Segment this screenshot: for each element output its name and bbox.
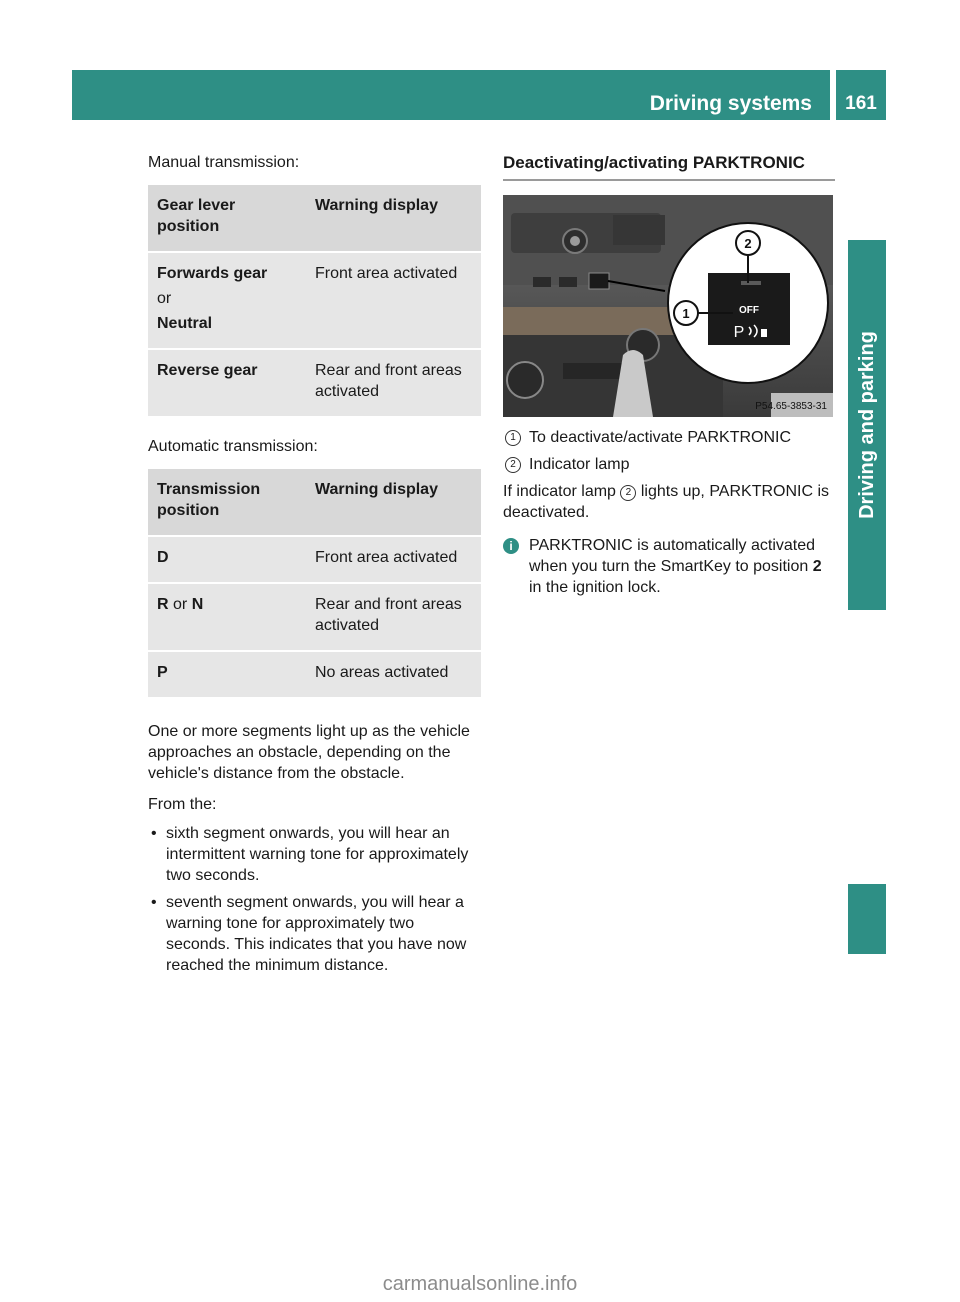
- sentence-part: If indicator lamp: [503, 483, 621, 500]
- side-tab-label: Driving and parking: [856, 331, 878, 519]
- table-cell: Rear and front areas activated: [306, 350, 481, 416]
- cell-line: Neutral: [157, 315, 213, 332]
- callout-1: 1: [682, 306, 690, 321]
- callout-2-icon: 2: [505, 457, 521, 473]
- info-part: PARKTRONIC is automatically activated when you turn the SmartKey to position: [529, 537, 816, 575]
- table-header-cell: Transmission position: [148, 469, 306, 535]
- table-header-cell: Warning display: [306, 185, 481, 251]
- bullet-icon: •: [151, 825, 157, 842]
- section-title: Deactivating/activating PARKTRONIC: [503, 152, 835, 181]
- automatic-table: [148, 467, 481, 699]
- table-cell: P: [148, 652, 306, 697]
- automatic-caption: Automatic transmission:: [148, 438, 318, 455]
- list-item: [148, 892, 481, 976]
- table-header-cell: Warning display: [306, 469, 481, 535]
- chapter-title: Driving systems: [649, 92, 812, 115]
- cell-text: N: [191, 596, 204, 613]
- info-part-bold: 2: [812, 558, 822, 575]
- table-header-cell: Gear lever position: [148, 185, 306, 251]
- table-cell: D: [148, 537, 306, 582]
- table-cell: [148, 584, 306, 650]
- callout-1-icon: 1: [505, 430, 521, 446]
- info-note: [503, 535, 835, 598]
- indicator-sentence: [503, 481, 835, 523]
- console-illustration: [503, 195, 833, 417]
- legend: [503, 427, 835, 475]
- sentence-part: lights up, PARKTRONIC is deactivated.: [503, 483, 830, 521]
- table-cell: Rear and front areas activated: [306, 584, 481, 650]
- table-cell: No areas activated: [306, 652, 481, 697]
- parktronic-photo: [503, 195, 833, 417]
- info-part: in the ignition lock.: [529, 579, 661, 596]
- right-column: [503, 152, 835, 598]
- header-bar: [72, 70, 830, 120]
- callout-2-icon: 2: [620, 485, 636, 501]
- table-cell: Reverse gear: [148, 350, 306, 416]
- side-tab: [848, 240, 886, 610]
- cell-text: R: [157, 596, 169, 613]
- page-number-box: [836, 70, 886, 120]
- table-header-row: [148, 185, 481, 251]
- page-number: 161: [845, 93, 877, 114]
- legend-text: To deactivate/activate PARKTRONIC: [529, 429, 792, 446]
- off-label: OFF: [739, 305, 759, 316]
- list-item: [148, 823, 481, 886]
- legend-item: [503, 427, 835, 448]
- table-cell: [148, 253, 306, 348]
- watermark: carmanualsonline.info: [382, 1273, 578, 1295]
- parking-symbol: P: [733, 324, 745, 341]
- side-marker: [848, 884, 886, 954]
- table-row: [148, 584, 481, 650]
- body-paragraph: From the:: [148, 796, 217, 813]
- photo-code: P54.65-3853-31: [755, 401, 827, 412]
- manual-caption: Manual transmission:: [148, 154, 300, 171]
- bullet-list: [148, 823, 481, 976]
- list-item-text: seventh segment onwards, you will hear a warning tone for approximately two seconds. This indicates that you have now reached the minimum distance.: [166, 894, 467, 974]
- info-icon: i: [503, 538, 519, 554]
- info-text: [519, 535, 835, 598]
- table-row: [148, 537, 481, 582]
- cell-line: or: [157, 290, 172, 307]
- table-row: [148, 253, 481, 348]
- legend-item: [503, 454, 835, 475]
- cell-text: or: [168, 596, 192, 613]
- body-paragraph: One or more segments light up as the vehicle approaches an obstacle, depending on the vehicle's distance from the obstacle.: [148, 723, 470, 782]
- table-header-row: [148, 469, 481, 535]
- manual-table: [148, 183, 481, 418]
- list-item-text: sixth segment onwards, you will hear an intermittent warning tone for approximately two seconds.: [166, 825, 469, 884]
- legend-text: Indicator lamp: [529, 456, 630, 473]
- bullet-icon: •: [151, 894, 157, 911]
- table-row: [148, 350, 481, 416]
- cell-line: Forwards gear: [157, 265, 268, 282]
- table-cell: Front area activated: [306, 537, 481, 582]
- callout-2: 2: [744, 236, 752, 251]
- table-row: [148, 652, 481, 697]
- table-cell: Front area activated: [306, 253, 481, 348]
- left-column: [148, 152, 481, 982]
